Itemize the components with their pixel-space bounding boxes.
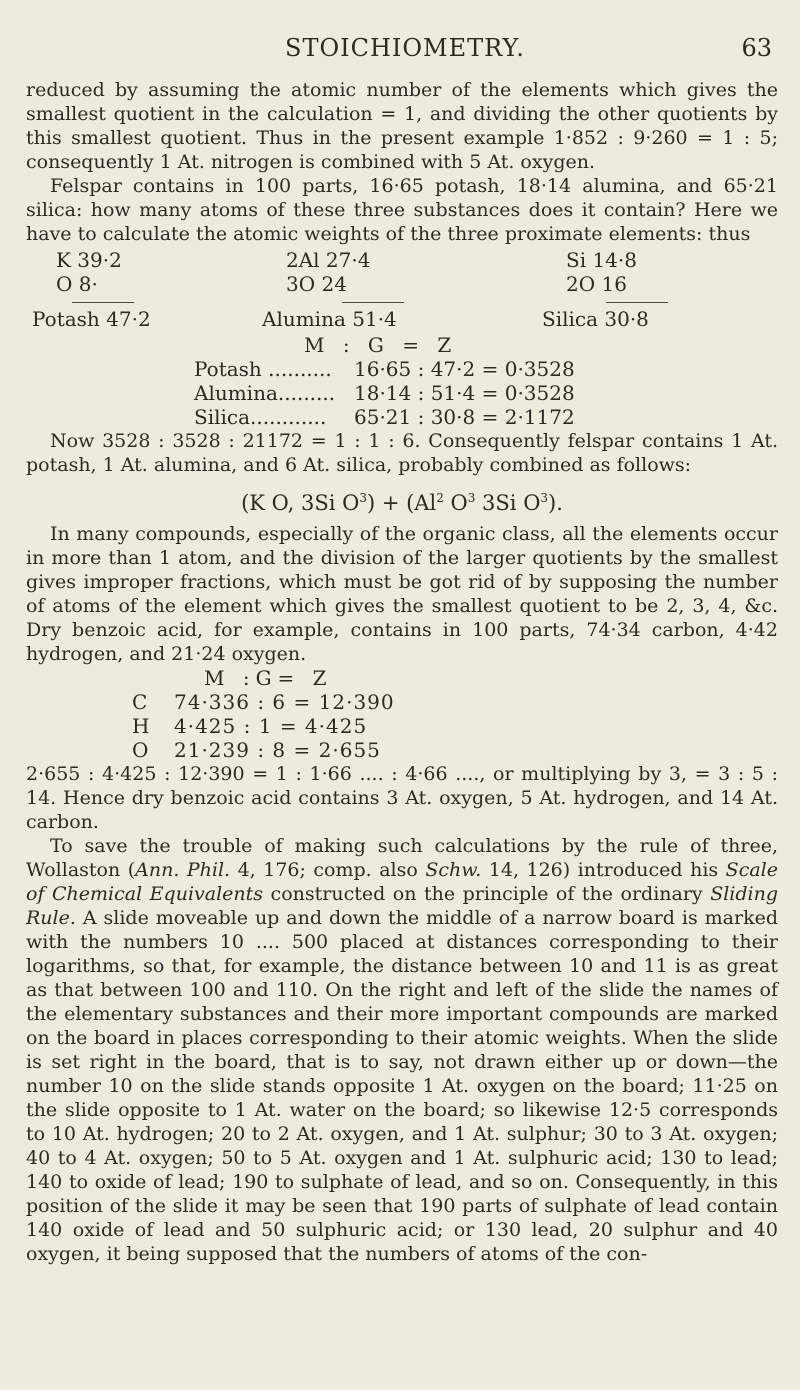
citation-schw: Schw. xyxy=(425,859,482,881)
text-run: constructed on the principle of the ordinary xyxy=(263,883,711,905)
silica-o: 2O 16 xyxy=(566,272,627,296)
potash-k: K 39·2 xyxy=(56,248,122,272)
paragraph-2: Felspar contains in 100 parts, 16·65 potash, 18·14 alumina, and 65·21 silica: how many atoms of these three substances does it contain? Here we have to calculate the atomic weights of the three proximate elements: thus xyxy=(26,175,778,245)
formula-text: ). xyxy=(548,491,563,515)
ratio-calc: 65·21 : 30·8 = 2·1172 xyxy=(354,405,575,429)
felspar-formula xyxy=(26,483,778,518)
page-header xyxy=(0,22,800,72)
formula-text: 3Si O xyxy=(475,491,541,515)
formula-text: (K O, 3Si O xyxy=(241,491,360,515)
formula-sup: 3 xyxy=(359,491,367,505)
element-calc: 74·336 : 6 = 12·390 xyxy=(174,690,395,714)
benzoic-row xyxy=(132,714,778,738)
paragraph-4: In many compounds, especially of the organic class, all the elements occur in more than 1 atom, and the division of the larger quotients by the smallest gives improper fractions, which must be got rid of by supposing the number of atoms of the element which gives the smallest quotient to be 2, 3, 4, &c. Dry benzoic acid, for example, contains in 100 parts, 74·34 carbon, 4·42 hydrogen, and 21·24 oxygen. xyxy=(26,523,778,665)
page-body xyxy=(26,78,778,1266)
paragraph-5: 2·655 : 4·425 : 12·390 = 1 : 1·66 .... : 4·66 ...., or multiplying by 3, = 3 : 5 : 14. Hence dry benzoic acid contains 3 At. oxygen, 5 At. hydrogen, and 14 At. carbon. xyxy=(26,763,778,833)
citation-ann-phil: Ann. Phil. xyxy=(135,859,231,881)
text-run: 4, 176; comp. also xyxy=(230,859,426,881)
ratio-row xyxy=(194,357,778,381)
paragraph-1: reduced by assuming the atomic number of the elements which gives the smallest quotient in the calculation = 1, and dividing the other quotients by this smallest quotient. Thus in the present example 1·852 : 9·260 = 1 : 5; consequently 1 At. nitrogen is combined with 5 At. oxygen. xyxy=(26,79,778,173)
formula-sup: 3 xyxy=(467,491,476,505)
paragraph-3: Now 3528 : 3528 : 21172 = 1 : 1 : 6. Consequently felspar contains 1 At. potash, 1 At. alumina, and 6 At. silica, probably combined as follows: xyxy=(26,430,778,476)
alumina-o: 3O 24 xyxy=(286,272,347,296)
formula-sup: 2 xyxy=(436,491,444,505)
element-calc: 4·425 : 1 = 4·425 xyxy=(174,714,368,738)
text-run: To save the trouble of making such calculations by the rule of three, Wollaston ( xyxy=(26,835,778,881)
sum-rule xyxy=(72,302,134,303)
title-sliding-rule: Sliding Rule. xyxy=(26,883,778,929)
title-scale-of-equivalents: Scale of Chemical Equivalents xyxy=(26,859,778,905)
potash-o: O 8· xyxy=(56,272,98,296)
element-symbol: C xyxy=(132,690,149,714)
formula-text: ) + (Al xyxy=(366,491,437,515)
silica-total: Silica 30·8 xyxy=(542,307,649,331)
paragraph-6 xyxy=(26,834,778,1266)
ratio-calc: 16·65 : 47·2 = 0·3528 xyxy=(354,357,575,381)
text-run: 14, 126) introduced his xyxy=(481,859,726,881)
page-number: 63 xyxy=(741,34,772,62)
sum-rules xyxy=(26,296,778,307)
ratio-row xyxy=(194,405,778,429)
totals-row xyxy=(26,307,778,331)
atomic-weight-rows xyxy=(26,248,778,296)
benzoic-rows xyxy=(26,690,778,762)
benzoic-row xyxy=(132,690,778,714)
element-symbol: H xyxy=(132,714,151,738)
alumina-total: Alumina 51·4 xyxy=(262,307,397,331)
potash-total: Potash 47·2 xyxy=(32,307,151,331)
ratio-rows xyxy=(26,357,778,429)
formula-text: O xyxy=(443,491,468,515)
formula-sup: 3 xyxy=(540,491,549,505)
element-calc: 21·239 : 8 = 2·655 xyxy=(174,738,381,762)
ratio-row xyxy=(194,381,778,405)
running-title: STOICHIOMETRY. xyxy=(285,34,525,62)
benzoic-header: M :G= Z xyxy=(204,666,333,690)
sum-rule xyxy=(342,302,404,303)
alumina-al: 2Al 27·4 xyxy=(286,248,371,272)
text-run: A slide moveable up and down the middle of a narrow board is marked with the numbers 10 .... 500 placed at distances corresponding to their logarithms, so that, for example, the distance between 10 and 11 is as great as that between 100 and 110. On the right and left of the slide the names of the elementary substances and their more important compounds are marked on the board in places corresponding to their atomic weights. When the slide is set right in the board, that is to say, not drawn either up or down—the number 10 on the slide stands opposite 1 At. oxygen on the board; 11·25 on the slide opposite to 1 At. water on the board; so likewise 12·5 corresponds to 10 At. hydrogen; 20 to 2 At. oxygen, and 1 At. sulphur; 30 to 3 At. oxygen; 40 to 4 At. oxygen; 50 to 5 At. oxygen and 1 At. sulphuric acid; 130 to lead; 140 to oxide of lead; 190 to sulphate of lead, and so on. Consequently, in this position of the slide it may be seen that 190 parts of sulphate of lead contain 140 oxide of lead and 50 sulphuric acid; or 130 lead, 20 sulphur and 40 oxygen, it being supposed that the numbers of atoms of the con- xyxy=(26,907,778,1265)
ratio-calc: 18·14 : 51·4 = 0·3528 xyxy=(354,381,575,405)
felspar-table xyxy=(26,248,778,429)
ratio-name: Silica............ xyxy=(194,405,327,429)
benzoic-table xyxy=(26,666,778,762)
element-symbol: O xyxy=(132,738,150,762)
sum-rule xyxy=(606,302,668,303)
ratio-header: M : G = Z xyxy=(304,333,458,357)
silica-si: Si 14·8 xyxy=(566,248,637,272)
benzoic-row xyxy=(132,738,778,762)
ratio-name: Alumina......... xyxy=(194,381,336,405)
ratio-name: Potash .......... xyxy=(194,357,332,381)
